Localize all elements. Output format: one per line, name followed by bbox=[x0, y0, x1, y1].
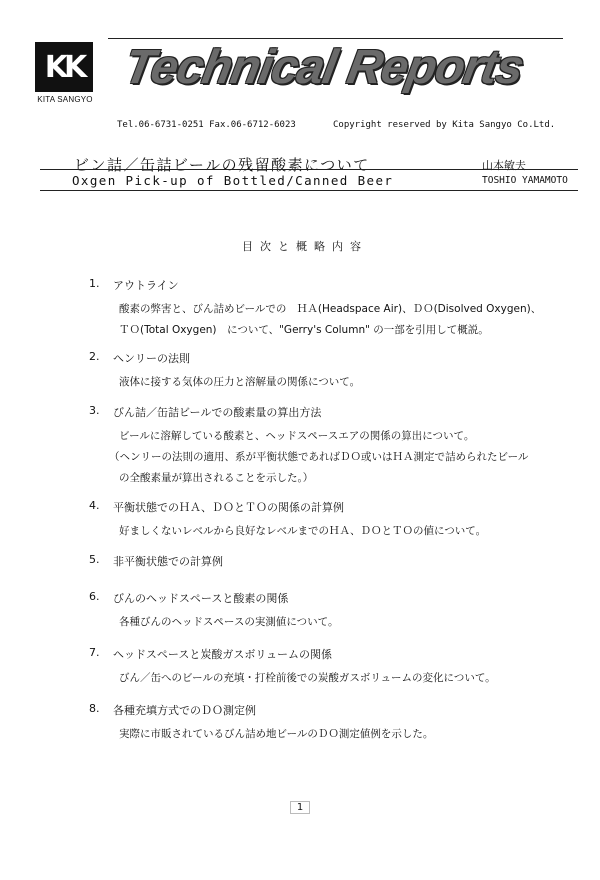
toc-item-number: 8. bbox=[89, 702, 100, 715]
toc-item-heading: 平衡状態でのＨＡ、ＤＯとＴＯの関係の計算例 bbox=[113, 501, 344, 514]
toc-item-number: 2. bbox=[89, 350, 100, 363]
toc-desc-line: の全酸素量が算出されることを示した。） bbox=[119, 472, 314, 484]
kk-logo bbox=[35, 42, 93, 92]
title-divider-top bbox=[40, 169, 578, 170]
toc-item-number: 3. bbox=[89, 404, 100, 417]
toc-item-number: 7. bbox=[89, 646, 100, 659]
toc-item-description bbox=[119, 299, 541, 341]
toc-desc-line: （ヘンリーの法則の適用、系が平衡状態であればＤＯ或いはＨＡ測定で詰められたビール bbox=[109, 451, 529, 463]
toc-desc-line: ＴＯ(Total Oxygen) について、"Gerry's Column" の一部を引用して概説。 bbox=[119, 324, 489, 336]
toc-item-description bbox=[119, 724, 433, 745]
toc-item-description bbox=[119, 668, 496, 689]
toc-desc-line: 酸素の弊害と、びん詰めビールでの ＨＡ(Headspace Air)、ＤＯ(Disolved Oxygen)、 bbox=[119, 303, 542, 315]
toc-item-heading: 非平衡状態での計算例 bbox=[113, 555, 223, 568]
toc-item-heading: 各種充填方式でのＤＯ測定例 bbox=[113, 704, 256, 717]
toc-item-heading: びんのヘッドスペースと酸素の関係 bbox=[113, 592, 289, 605]
contact-info: Tel.06-6731-0251 Fax.06-6712-6023 bbox=[117, 120, 296, 130]
document-title-jp: ビン詰／缶詰ビールの残留酸素について bbox=[74, 156, 370, 174]
toc-desc-line: 液体に接する気体の圧力と溶解量の関係について。 bbox=[119, 376, 361, 388]
copyright-notice: Copyright reserved by Kita Sangyo Co.Ltd. bbox=[333, 120, 556, 130]
toc-desc-line: ビールに溶解している酸素と、ヘッドスペースエアの関係の算出について。 bbox=[119, 430, 475, 442]
toc-item-number: 5. bbox=[89, 553, 100, 566]
toc-item-description bbox=[119, 521, 486, 542]
report-series-title: Technical Reports bbox=[120, 41, 528, 94]
author-jp: 山本敏夫 bbox=[482, 159, 526, 172]
toc-item-description bbox=[119, 612, 338, 633]
toc-item-heading: ヘンリーの法則 bbox=[113, 352, 190, 365]
page-number-value: 1 bbox=[290, 801, 310, 814]
toc-desc-line: 好ましくないレベルから良好なレベルまでのＨＡ、ＤＯとＴＯの値について。 bbox=[119, 525, 487, 537]
toc-item-number: 4. bbox=[89, 499, 100, 512]
logo-text: KK bbox=[44, 49, 84, 85]
toc-desc-line: 各種びんのヘッドスペースの実測値について。 bbox=[119, 616, 339, 628]
toc-heading: 目次と概略内容 bbox=[242, 240, 368, 253]
toc-item-heading: びん詰／缶詰ビールでの酸素量の算出方法 bbox=[113, 406, 322, 419]
toc-item-number: 1. bbox=[89, 277, 100, 290]
toc-desc-line: 実際に市販されているびん詰め地ビールのＤＯ測定値例を示した。 bbox=[119, 728, 434, 740]
logo-caption: KITA SANGYO bbox=[37, 95, 93, 104]
document-title-en: Oxgen Pick-up of Bottled/Canned Beer bbox=[72, 173, 394, 188]
toc-item-heading: ヘッドスペースと炭酸ガスボリュームの関係 bbox=[113, 648, 333, 661]
toc-item-heading: アウトライン bbox=[113, 279, 179, 292]
author-en: TOSHIO YAMAMOTO bbox=[482, 175, 568, 186]
toc-desc-line: びん／缶へのビールの充填・打栓前後での炭酸ガスボリュームの変化について。 bbox=[119, 672, 496, 684]
header-rule bbox=[108, 38, 563, 39]
page-number bbox=[0, 801, 600, 814]
toc-item-description bbox=[119, 372, 360, 393]
contact-line bbox=[117, 120, 556, 130]
title-divider-bottom bbox=[40, 190, 578, 191]
toc-item-number: 6. bbox=[89, 590, 100, 603]
toc-item-description bbox=[109, 426, 529, 489]
